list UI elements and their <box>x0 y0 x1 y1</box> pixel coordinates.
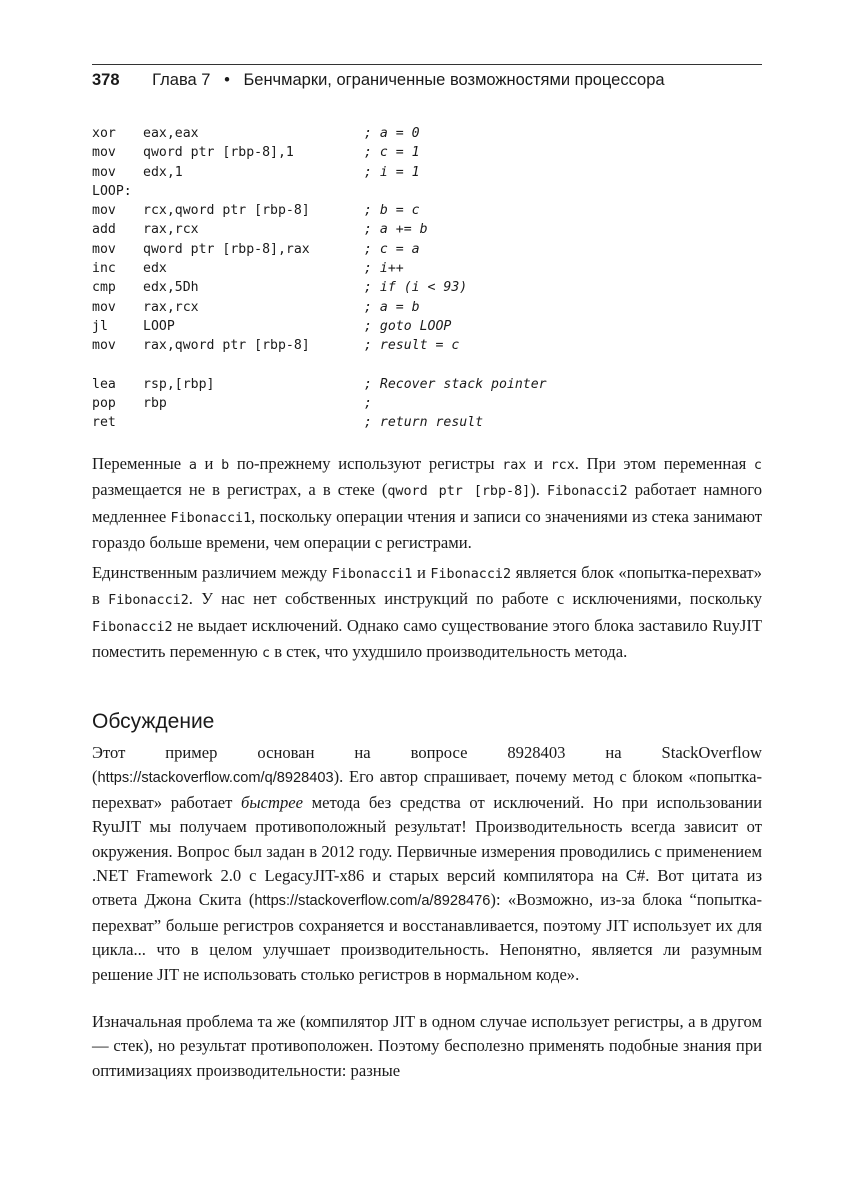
p4-text: Изначальная проблема та же (компилятор JIT в одном случае использует регистры, а в другом — стек), но результат противоположен. Поэтому бесполезно применять подобные знания при оптимизациях производительности: разные <box>92 1012 762 1080</box>
code-line <box>92 317 762 336</box>
code-line <box>92 278 762 297</box>
page-header <box>92 68 762 92</box>
code-op: mov <box>92 164 116 180</box>
p1-code: b <box>221 458 230 473</box>
section-heading: Обсуждение <box>92 710 215 733</box>
chapter-title: Бенчмарки, ограниченные возможностями процессора <box>243 71 665 89</box>
header-rule <box>92 64 762 65</box>
code-line <box>92 163 762 182</box>
code-listing <box>92 124 762 433</box>
p1-text: , поскольку операции чтения и записи со значениями из стека занимают гораздо больше времени, чем операции с регистрами. <box>92 506 763 553</box>
code-arg: rbp <box>143 396 167 412</box>
code-line <box>92 375 762 394</box>
code-op: mov <box>92 338 116 354</box>
p2-code: Fibonacci1 <box>331 567 413 582</box>
code-line <box>92 336 762 355</box>
p1-text: Переменные <box>92 454 189 473</box>
code-arg: edx,5Dh <box>143 280 199 296</box>
code-comment: ; Recover stack pointer <box>364 376 547 392</box>
paragraph-4 <box>92 1010 762 1083</box>
code-arg: rsp,[rbp] <box>143 376 215 392</box>
code-comment: ; c = a <box>364 241 420 257</box>
p2-code: Fibonacci2 <box>430 567 512 582</box>
p1-code: rax <box>502 458 527 473</box>
code-line <box>92 240 762 259</box>
code-comment: ; b = c <box>364 203 420 219</box>
code-comment: ; goto LOOP <box>364 318 452 334</box>
code-op: ret <box>92 415 116 431</box>
paragraph-1 <box>92 452 762 556</box>
p3-text: ): «Возможно, из-за блока “попытка-перехват” больше регистров сохраняется и восстанавливается, поэтому JIT использует их для цикла... что в целом улучшает производительность. Непонятно, является ли разумным решение JIT не использовать столько регистров в нормальном коде». <box>92 890 762 984</box>
code-comment: ; return result <box>364 415 484 431</box>
code-comment: ; if (i < 93) <box>364 280 468 296</box>
code-comment: ; a = 0 <box>364 126 420 141</box>
code-arg: rax,qword ptr [rbp-8] <box>143 338 310 354</box>
code-comment: ; a = b <box>364 299 420 315</box>
code-arg: qword ptr [rbp-8],1 <box>143 145 294 161</box>
p1-text: работает намного медленнее <box>92 480 762 526</box>
header-bullet: • <box>224 71 230 89</box>
code-op: cmp <box>92 280 116 296</box>
p2-text: . У нас нет собственных инструкций по работе с исключениями, поскольку <box>188 589 762 609</box>
code-arg: rax,rcx <box>143 299 199 315</box>
p2-text: является блок «попытка-перехват» в <box>92 563 762 609</box>
page-number: 378 <box>92 71 120 89</box>
code-arg: edx <box>143 261 167 277</box>
chapter-label: Глава 7 <box>152 71 211 89</box>
p1-code: rcx <box>550 458 575 473</box>
code-op: inc <box>92 261 116 277</box>
p1-text: . При этом переменная <box>574 454 754 473</box>
code-op: LOOP: <box>92 183 132 199</box>
p3-emphasis: быстрее <box>241 792 304 812</box>
code-line <box>92 298 762 317</box>
p2-text: Единственным различием между <box>92 563 332 582</box>
code-op: lea <box>92 376 116 392</box>
code-line <box>92 182 762 201</box>
code-line <box>92 356 762 375</box>
code-comment: ; <box>364 396 372 412</box>
p2-text: и <box>412 563 431 582</box>
code-op: jl <box>92 318 108 334</box>
code-arg: edx,1 <box>143 164 183 180</box>
code-arg: eax,eax <box>143 126 199 141</box>
paragraph-2 <box>92 561 762 667</box>
code-line <box>92 259 762 278</box>
code-comment: ; a += b <box>364 222 428 238</box>
code-arg: rax,rcx <box>143 222 199 238</box>
code-arg: LOOP <box>143 318 175 334</box>
p2-code: Fibonacci2 <box>108 593 189 609</box>
code-op: mov <box>92 299 116 315</box>
p3-text: метода без средства от исключений. Но при использовании RyuJIT мы получаем противоположный результат! Производительность всегда зависит от окружения. Вопрос был задан в 2012 году. Первичные измерения проводились с применением .NET Framework 2.0 с LegacyJIT-x86 и старых версий компилятора на C#. Вот цитата из ответа Джона Скита ( <box>92 792 762 910</box>
code-arg: qword ptr [rbp-8],rax <box>143 241 310 257</box>
p1-code: Fibonacci2 <box>547 484 628 500</box>
p2-text: не выдает исключений. Однако само существование этого блока заставило RuyJIT поместить переменную <box>92 615 762 662</box>
code-comment: ; i = 1 <box>364 164 420 180</box>
code-op: xor <box>92 126 116 141</box>
p1-text: ). <box>530 480 547 500</box>
p1-code: a <box>188 458 197 473</box>
code-op: mov <box>92 241 116 257</box>
paragraph-3 <box>92 741 762 987</box>
code-line <box>92 394 762 413</box>
p2-text: в стек, что ухудшило производительность метода. <box>270 642 628 662</box>
code-comment: ; i++ <box>364 261 404 277</box>
p2-code: Fibonacci2 <box>92 619 173 635</box>
code-op: add <box>92 222 116 238</box>
code-line <box>92 220 762 239</box>
p1-text: размещается не в регистрах, а в стеке ( <box>92 480 388 500</box>
p1-text: по-прежнему используют регистры <box>229 454 503 473</box>
code-op: pop <box>92 396 116 412</box>
p1-code: Fibonacci1 <box>170 510 252 526</box>
p1-code: c <box>753 458 762 473</box>
p3-text: Этот пример основан на вопросе 8928403 на StackOverflow ( <box>92 743 762 787</box>
p1-text: и <box>526 454 551 473</box>
code-comment: ; result = c <box>364 338 460 354</box>
p3-link[interactable]: https://stackoverflow.com/a/8928476 <box>254 893 491 910</box>
p2-code: c <box>261 646 271 662</box>
code-line <box>92 413 762 432</box>
code-line <box>92 143 762 162</box>
code-op: mov <box>92 203 116 219</box>
p3-link[interactable]: https://stackoverflow.com/q/8928403 <box>97 770 334 787</box>
code-line <box>92 201 762 220</box>
code-op: mov <box>92 145 116 161</box>
p1-text: и <box>196 454 222 473</box>
p3-text: ). Его автор спрашивает, почему метод с блоком «попытка-перехват» работает <box>92 767 762 812</box>
code-comment: ; c = 1 <box>364 145 420 161</box>
code-arg: rcx,qword ptr [rbp-8] <box>143 203 310 219</box>
p1-code: qword ptr [rbp-8] <box>387 484 531 500</box>
code-line <box>92 124 762 143</box>
